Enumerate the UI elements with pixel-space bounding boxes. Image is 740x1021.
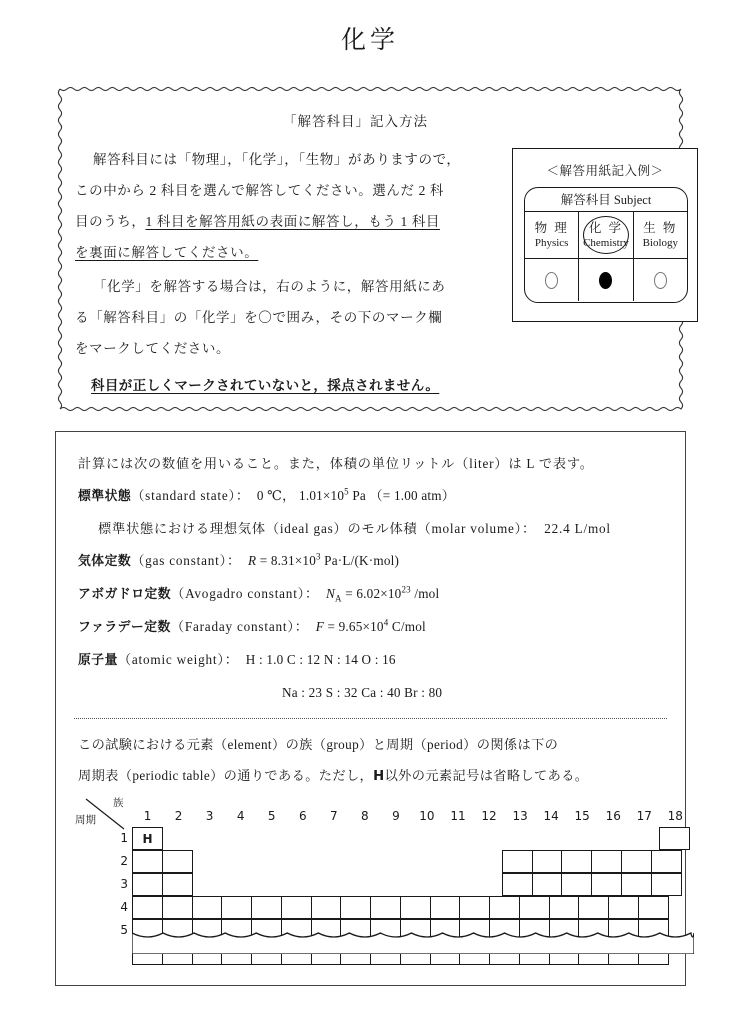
periodic-cell-gap bbox=[534, 827, 565, 850]
periodic-axis-labels bbox=[76, 797, 136, 831]
subject-cell-chemistry bbox=[579, 212, 633, 258]
constant-faraday bbox=[78, 611, 663, 644]
constant-molar-volume bbox=[78, 513, 663, 545]
periodic-cell-gap bbox=[441, 827, 472, 850]
axis-label-group: 族 bbox=[113, 797, 124, 809]
periodic-cell-gap bbox=[410, 827, 441, 850]
periodic-cell-g14-p4 bbox=[519, 896, 550, 919]
subject-mark-row bbox=[525, 259, 687, 301]
periodic-cell-g13-p3 bbox=[502, 873, 533, 896]
periodic-cell-g15-p4 bbox=[549, 896, 580, 919]
periodic-row-3 bbox=[132, 873, 691, 896]
periodic-cell-gap bbox=[503, 827, 534, 850]
avogadro-label: アボガドロ定数 bbox=[78, 587, 172, 602]
avogadro-unit: /mol bbox=[410, 586, 440, 601]
instruction-box bbox=[55, 84, 686, 414]
group-number-6: 6 bbox=[298, 809, 307, 823]
periodic-cell-gap bbox=[316, 850, 347, 873]
instruction-heading: 「解答科目」記入方法 bbox=[283, 114, 428, 129]
periodic-cell-gap bbox=[192, 873, 223, 896]
periodic-cell-gap bbox=[471, 873, 502, 896]
periodic-cell-gap bbox=[254, 873, 285, 896]
periodic-cell-gap bbox=[347, 850, 378, 873]
group-number-13: 13 bbox=[512, 809, 528, 823]
subject-label-en-biology: Biology bbox=[642, 237, 679, 249]
periodic-cell-gap bbox=[316, 873, 347, 896]
group-number-15: 15 bbox=[574, 809, 590, 823]
period-number-4: 4 bbox=[120, 900, 128, 914]
periodic-cell-g16-p3 bbox=[591, 873, 622, 896]
periodic-cell-gap bbox=[471, 850, 502, 873]
periodic-table bbox=[56, 797, 687, 982]
periodic-cell-g17-p3 bbox=[621, 873, 652, 896]
gas-constant-unit: Pa·L/(K·mol) bbox=[320, 553, 400, 568]
periodic-table-section bbox=[56, 719, 685, 792]
periodic-cell-g1-p2 bbox=[132, 850, 163, 873]
instruction-warning: 科目が正しくマークされていないと，採点されません。 bbox=[91, 378, 440, 394]
constants-intro: 計算には次の数値を用いること。また，体積の単位リットル（liter）は L で表す。 bbox=[78, 456, 594, 471]
subject-table bbox=[524, 187, 688, 303]
group-number-4: 4 bbox=[236, 809, 245, 823]
constant-atomic-weight-row2: Na : 23 S : 32 Ca : 40 Br : 80 bbox=[282, 685, 443, 700]
periodic-cell-g15-p3 bbox=[561, 873, 592, 896]
period-number-column bbox=[106, 827, 128, 942]
periodic-cell-g12-p4 bbox=[459, 896, 490, 919]
instruction-p1-line3-plain: 目のうち， bbox=[75, 214, 146, 229]
atomic-weight-row1: H : 1.0 C : 12 N : 14 O : 16 bbox=[245, 652, 396, 667]
group-number-2: 2 bbox=[174, 809, 183, 823]
periodic-cell-g16-p2 bbox=[591, 850, 622, 873]
constant-gas-constant bbox=[78, 545, 663, 578]
group-number-12: 12 bbox=[481, 809, 497, 823]
reference-data-box bbox=[55, 431, 686, 986]
periodic-cell-gap bbox=[285, 873, 316, 896]
periodic-cell-g17-p4 bbox=[608, 896, 639, 919]
table-wavy-bottom-edge bbox=[132, 932, 694, 954]
periodic-cell-hydrogen: H bbox=[132, 827, 163, 850]
periodic-cell-gap bbox=[378, 873, 409, 896]
subject-cell-physics bbox=[525, 212, 579, 258]
instruction-paragraph-1 bbox=[69, 144, 499, 268]
standard-state-pressure-mantissa: 1.01×10 bbox=[299, 488, 345, 503]
group-number-17: 17 bbox=[636, 809, 652, 823]
subject-label-en-physics: Physics bbox=[534, 237, 569, 249]
constants-section bbox=[56, 432, 685, 709]
periodic-cell-gap bbox=[565, 827, 596, 850]
periodic-cell-gap bbox=[223, 850, 254, 873]
subject-table-header: 解答科目 Subject bbox=[525, 188, 687, 212]
periodic-cell-gap bbox=[254, 850, 285, 873]
group-number-row bbox=[132, 809, 691, 823]
group-number-16: 16 bbox=[605, 809, 621, 823]
periodic-intro-paragraph bbox=[78, 729, 663, 792]
instruction-p2-line3: をマークしてください。 bbox=[75, 341, 231, 356]
periodic-cell-gap bbox=[286, 827, 317, 850]
periodic-cell-g18-p4 bbox=[638, 896, 669, 919]
standard-state-pressure-unit: Pa bbox=[348, 488, 366, 503]
axis-label-period: 周期 bbox=[75, 814, 96, 826]
periodic-cell-g2-p4 bbox=[162, 896, 193, 919]
instruction-p1-line4-underlined: を裏面に解答してください。 bbox=[75, 245, 259, 260]
mark-bubble-icon-biology bbox=[654, 272, 667, 289]
periodic-row-1 bbox=[132, 827, 691, 850]
group-number-3: 3 bbox=[205, 809, 214, 823]
periodic-cell-g7-p4 bbox=[311, 896, 342, 919]
periodic-intro-line1: この試験における元素（element）の族（group）と周期（period）の関係は下の bbox=[78, 737, 559, 752]
subject-cell-biology bbox=[634, 212, 687, 258]
periodic-cell-gap bbox=[379, 827, 410, 850]
group-number-11: 11 bbox=[450, 809, 466, 823]
periodic-intro-line2a: 周期表（periodic table）の通りである。ただし， bbox=[78, 768, 374, 783]
faraday-unit: C/mol bbox=[388, 619, 426, 634]
mark-cell-chemistry bbox=[579, 259, 633, 301]
group-number-5: 5 bbox=[267, 809, 276, 823]
molar-volume-value: 22.4 L/mol bbox=[544, 521, 611, 536]
periodic-cell-g2-p2 bbox=[162, 850, 193, 873]
instruction-paragraph-2 bbox=[69, 271, 499, 364]
group-number-18: 18 bbox=[667, 809, 683, 823]
subject-name-row bbox=[525, 212, 687, 259]
group-number-1: 1 bbox=[143, 809, 152, 823]
gas-constant-exponent: 3 bbox=[315, 551, 321, 562]
periodic-cell-g9-p4 bbox=[370, 896, 401, 919]
instruction-p2-line1: 「化学」を解答する場合は，右のように，解答用紙にあ bbox=[93, 279, 446, 294]
periodic-cell-gap bbox=[440, 850, 471, 873]
periodic-cell-gap bbox=[627, 827, 658, 850]
periodic-cell-gap bbox=[596, 827, 627, 850]
mark-bubble-icon-physics bbox=[545, 272, 558, 289]
period-number-3: 3 bbox=[120, 877, 128, 891]
avogadro-eq: = 6.02×10 bbox=[341, 586, 402, 601]
faraday-eq: = 9.65×10 bbox=[323, 619, 384, 634]
periodic-cell-g1-p3 bbox=[132, 873, 163, 896]
standard-state-pressure-exponent: 5 bbox=[344, 486, 349, 497]
mark-cell-biology bbox=[634, 259, 687, 301]
gas-constant-label: 気体定数 bbox=[78, 554, 132, 569]
periodic-cell-g3-p4 bbox=[192, 896, 223, 919]
periodic-cell-g4-p4 bbox=[221, 896, 252, 919]
instruction-p1-line1: 解答科目には「物理」，「化学」，「生物」がありますので， bbox=[93, 152, 461, 167]
periodic-cell-g10-p4 bbox=[400, 896, 431, 919]
periodic-cell-gap bbox=[409, 873, 440, 896]
periodic-cell-g2-p3 bbox=[162, 873, 193, 896]
periodic-cell-g16-p4 bbox=[578, 896, 609, 919]
periodic-intro-line2b: 以外の元素記号は省略してある。 bbox=[384, 768, 589, 783]
constant-atomic-weight bbox=[78, 644, 663, 677]
group-number-9: 9 bbox=[392, 809, 400, 823]
periodic-cell-gap bbox=[285, 850, 316, 873]
periodic-cell-g18-p3 bbox=[651, 873, 682, 896]
instruction-p1-line3-underlined: 1 科目を解答用紙の表面に解答し，もう 1 科目 bbox=[145, 214, 441, 229]
avogadro-en: （Avogadro constant）： bbox=[171, 586, 320, 601]
periodic-row-4 bbox=[132, 896, 691, 919]
periodic-cell-gap bbox=[224, 827, 255, 850]
group-number-10: 10 bbox=[419, 809, 435, 823]
periodic-cell-g15-p2 bbox=[561, 850, 592, 873]
avogadro-symbol: N bbox=[326, 586, 336, 601]
avogadro-symbol-subscript: A bbox=[335, 593, 342, 604]
periodic-intro-hydrogen: H bbox=[373, 769, 385, 784]
periodic-cell-g5-p4 bbox=[251, 896, 282, 919]
instruction-p2-line2: る「解答科目」の「化学」を〇で囲み，その下のマーク欄 bbox=[75, 310, 443, 325]
periodic-cell-g8-p4 bbox=[340, 896, 371, 919]
period-number-5: 5 bbox=[120, 923, 128, 937]
constant-avogadro bbox=[78, 578, 663, 611]
periodic-cell-gap bbox=[255, 827, 286, 850]
atomic-weight-en: （atomic weight）： bbox=[117, 652, 239, 667]
period-number-2: 2 bbox=[120, 854, 128, 868]
atomic-weight-label: 原子量 bbox=[78, 653, 118, 668]
group-number-7: 7 bbox=[329, 809, 338, 823]
periodic-cell-g14-p2 bbox=[532, 850, 563, 873]
gas-constant-symbol: R bbox=[247, 553, 257, 568]
group-number-8: 8 bbox=[361, 809, 369, 823]
periodic-cell-gap bbox=[409, 850, 440, 873]
gas-constant-eq: = 8.31×10 bbox=[256, 553, 316, 568]
subject-label-ja-physics: 物 理 bbox=[534, 221, 569, 235]
standard-state-temperature: 0 ℃， bbox=[256, 488, 296, 503]
periodic-row-2 bbox=[132, 850, 691, 873]
periodic-cell-gap bbox=[347, 873, 378, 896]
page-title: 化学 bbox=[340, 25, 399, 54]
gas-constant-en: （gas constant）： bbox=[131, 553, 241, 568]
periodic-cell-g14-p3 bbox=[532, 873, 563, 896]
subject-label-ja-chemistry: 化 学 bbox=[588, 221, 624, 235]
periodic-cell-g18-p1 bbox=[659, 827, 690, 850]
periodic-cell-gap bbox=[162, 827, 193, 850]
periodic-cell-gap bbox=[192, 850, 223, 873]
instruction-p1-line2: この中から 2 科目を選んで解答してください。選んだ 2 科 bbox=[75, 183, 444, 198]
periodic-cell-g18-p2 bbox=[651, 850, 682, 873]
standard-state-label: 標準状態 bbox=[78, 489, 132, 504]
periodic-cell-gap bbox=[317, 827, 348, 850]
group-number-14: 14 bbox=[543, 809, 559, 823]
periodic-cell-gap bbox=[223, 873, 254, 896]
periodic-cell-gap bbox=[348, 827, 379, 850]
answer-example-title: ＜解答用紙記入例＞ bbox=[546, 164, 664, 178]
subject-label-en-chemistry: Chemistry bbox=[583, 237, 629, 249]
mark-cell-physics bbox=[525, 259, 579, 301]
periodic-cell-g11-p4 bbox=[430, 896, 461, 919]
faraday-en: （Faraday constant）： bbox=[170, 619, 309, 634]
answer-sheet-example bbox=[512, 148, 698, 322]
mark-bubble-icon-chemistry-filled bbox=[599, 272, 612, 289]
molar-volume-text: 標準状態における理想気体（ideal gas）のモル体積（molar volume）： bbox=[98, 521, 537, 536]
faraday-symbol: F bbox=[315, 619, 324, 634]
periodic-cell-gap bbox=[193, 827, 224, 850]
constant-standard-state bbox=[78, 480, 663, 513]
periodic-cell-gap bbox=[440, 873, 471, 896]
periodic-cell-gap bbox=[378, 850, 409, 873]
standard-state-atm: （= 1.00 atm） bbox=[369, 488, 456, 503]
periodic-cell-g13-p4 bbox=[489, 896, 520, 919]
avogadro-exponent: 23 bbox=[401, 584, 411, 595]
period-number-1: 1 bbox=[120, 831, 128, 845]
periodic-cell-g13-p2 bbox=[502, 850, 533, 873]
periodic-cell-g17-p2 bbox=[621, 850, 652, 873]
standard-state-en: （standard state）： bbox=[131, 488, 250, 503]
subject-label-ja-biology: 生 物 bbox=[643, 221, 678, 235]
periodic-cell-g1-p4 bbox=[132, 896, 163, 919]
periodic-cell-gap bbox=[472, 827, 503, 850]
periodic-cell-g6-p4 bbox=[281, 896, 312, 919]
faraday-label: ファラデー定数 bbox=[78, 620, 171, 635]
faraday-exponent: 4 bbox=[383, 617, 389, 628]
